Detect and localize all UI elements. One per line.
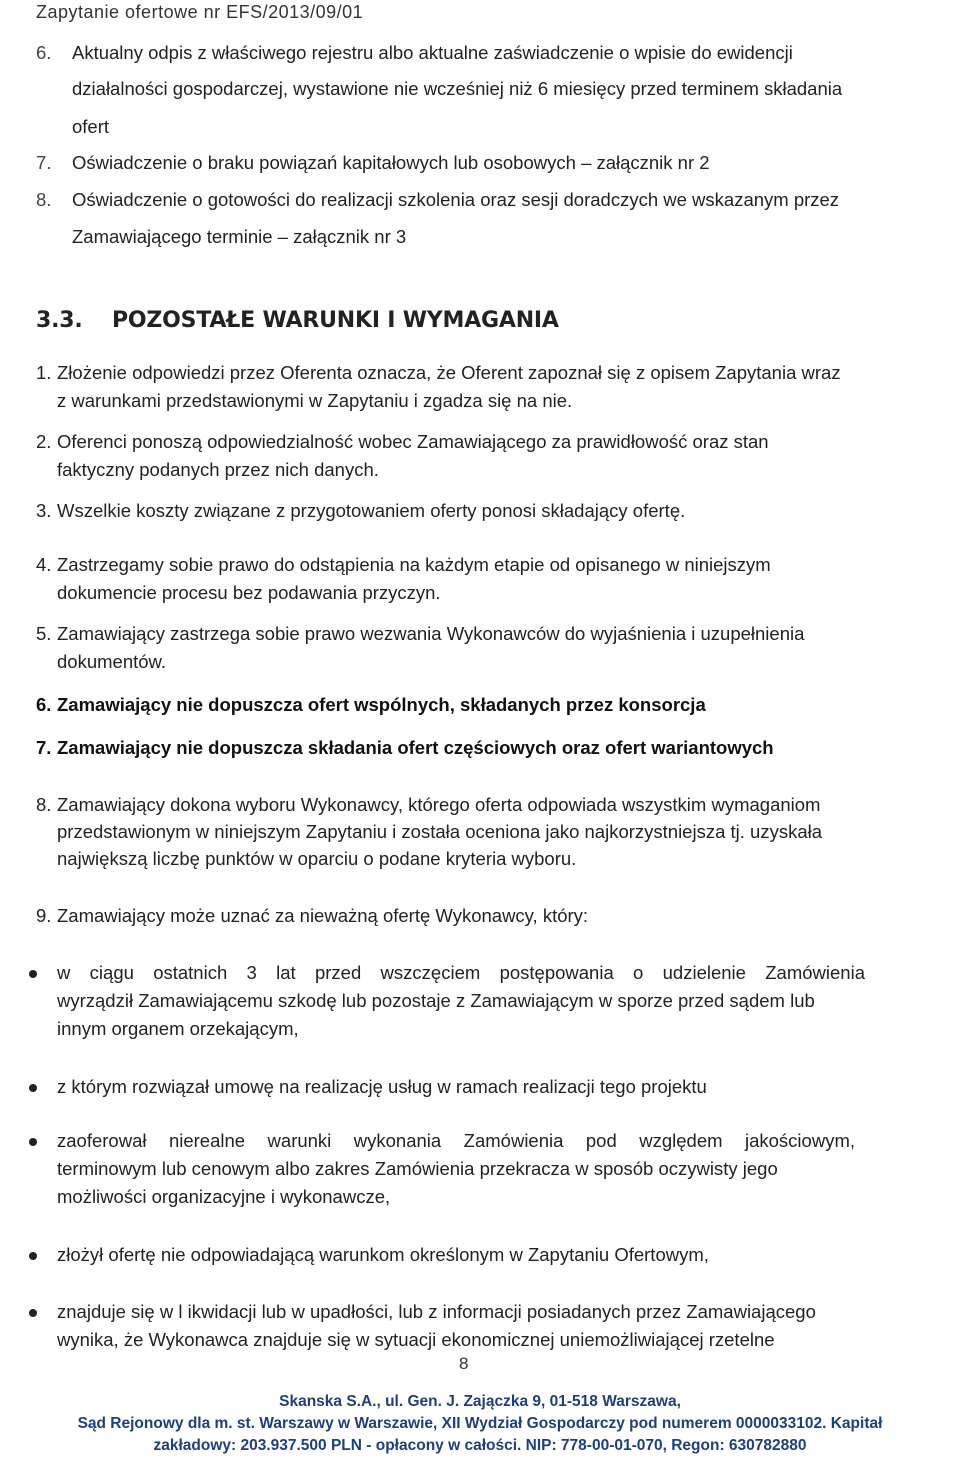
condition-number: 5.: [36, 623, 52, 644]
condition-number: 2.: [36, 431, 52, 452]
bullet-text: w ciągu ostatnich 3 lat przed wszczęciem postępowania o udzielenie Zamówienia: [57, 962, 865, 983]
page-number: 8: [459, 1354, 469, 1373]
condition-text-bold: Zamawiający nie dopuszcza składania ofert częściowych oraz ofert wariantowych: [57, 737, 774, 758]
condition-number: 8.: [36, 794, 52, 815]
list-item-text: działalności gospodarczej, wystawione nie wcześniej niż 6 miesięcy przed terminem składania: [72, 78, 843, 99]
condition-text: Zamawiający dokona wyboru Wykonawcy, którego oferta odpowiada wszystkim wymaganiom: [57, 794, 821, 815]
section-title: POZOSTAŁE WARUNKI I WYMAGANIA: [112, 308, 559, 333]
list-item-text: Oświadczenie o gotowości do realizacji szkolenia oraz sesji doradczych we wskazanym przez: [72, 189, 840, 210]
list-item-text: Zamawiającego terminie – załącznik nr 3: [72, 226, 407, 247]
condition-number: 6.: [36, 694, 52, 715]
bullet-text: innym organem orzekającym,: [57, 1018, 299, 1039]
condition-number: 4.: [36, 554, 52, 575]
condition-text: Złożenie odpowiedzi przez Oferenta oznacza, że Oferent zapoznał się z opisem Zapytania wraz: [57, 362, 841, 383]
condition-number: 9.: [36, 905, 52, 926]
condition-text: z warunkami przedstawionymi w Zapytaniu i zgadza się na nie.: [57, 390, 573, 411]
condition-text: największą liczbę punktów w oparciu o podane kryteria wyboru.: [57, 848, 577, 869]
bullet-dot-icon: [29, 1084, 37, 1092]
bullet-text: złożył ofertę nie odpowiadającą warunkom określonym w Zapytaniu Ofertowym,: [57, 1244, 709, 1265]
bullet-text: możliwości organizacyjne i wykonawcze,: [57, 1186, 391, 1207]
condition-text: faktyczny podanych przez nich danych.: [57, 459, 379, 480]
condition-text: przedstawionym w niniejszym Zapytaniu i została oceniona jako najkorzystniejsza tj. uzyskała: [57, 821, 823, 842]
footer-capital-tax-ids: zakładowy: 203.937.500 PLN - opłacony w całości. NIP: 778-00-01-070, Regon: 630782880: [153, 1437, 807, 1454]
section-number: 3.3.: [36, 308, 83, 333]
condition-text: Zamawiający zastrzega sobie prawo wezwania Wykonawców do wyjaśnienia i uzupełnienia: [57, 623, 805, 644]
bullet-text: znajduje się w l ikwidacji lub w upadłości, lub z informacji posiadanych przez Zamawiającego: [57, 1301, 816, 1322]
bullet-dot-icon: [29, 1138, 37, 1146]
condition-text: Wszelkie koszty związane z przygotowaniem oferty ponosi składający ofertę.: [57, 500, 686, 521]
document-header-title: Zapytanie ofertowe nr EFS/2013/09/01: [36, 2, 364, 22]
bullet-text: terminowym lub cenowym albo zakres Zamówienia przekracza w sposób oczywisty jego: [57, 1158, 778, 1179]
list-item-number: 6.: [36, 42, 52, 63]
condition-number: 1.: [36, 362, 52, 383]
list-item-text: ofert: [72, 116, 110, 137]
condition-text: Oferenci ponoszą odpowiedzialność wobec Zamawiającego za prawidłowość oraz stan: [57, 431, 769, 452]
condition-text-bold: Zamawiający nie dopuszcza ofert wspólnych, składanych przez konsorcja: [57, 694, 706, 715]
bullet-text: wynika, że Wykonawca znajduje się w sytuacji ekonomicznej uniemożliwiającej rzetelne: [57, 1329, 775, 1350]
list-item-text: Aktualny odpis z właściwego rejestru albo aktualne zaświadczenie o wpisie do ewidencji: [72, 42, 793, 63]
bullet-text: z którym rozwiązał umowę na realizację usług w ramach realizacji tego projektu: [57, 1076, 707, 1097]
bullet-dot-icon: [29, 970, 37, 978]
list-item-number: 7.: [36, 152, 52, 173]
footer-court-registration: Sąd Rejonowy dla m. st. Warszawy w Warszawie, XII Wydział Gospodarczy pod numerem 0000033102. Kapitał: [77, 1415, 883, 1432]
condition-text: Zamawiający może uznać za nieważną ofertę Wykonawcy, który:: [57, 905, 589, 926]
list-item-text: Oświadczenie o braku powiązań kapitałowych lub osobowych – załącznik nr 2: [72, 152, 710, 173]
condition-text: Zastrzegamy sobie prawo do odstąpienia na każdym etapie od opisanego w niniejszym: [57, 554, 771, 575]
condition-text: dokumentów.: [57, 651, 167, 672]
condition-number: 3.: [36, 500, 52, 521]
section-heading: [36, 308, 559, 333]
bullet-text: zaoferował nierealne warunki wykonania Zamówienia pod względem jakościowym,: [57, 1130, 855, 1151]
footer-address: Skanska S.A., ul. Gen. J. Zajączka 9, 01-518 Warszawa,: [279, 1393, 681, 1410]
condition-text: dokumencie procesu bez podawania przyczyn.: [57, 582, 441, 603]
bullet-text: wyrządził Zamawiającemu szkodę lub pozostaje z Zamawiającym w sporze przed sądem lub: [57, 990, 815, 1011]
condition-number: 7.: [36, 737, 52, 758]
bullet-dot-icon: [29, 1252, 37, 1260]
list-item-number: 8.: [36, 189, 52, 210]
bullet-dot-icon: [29, 1309, 37, 1317]
